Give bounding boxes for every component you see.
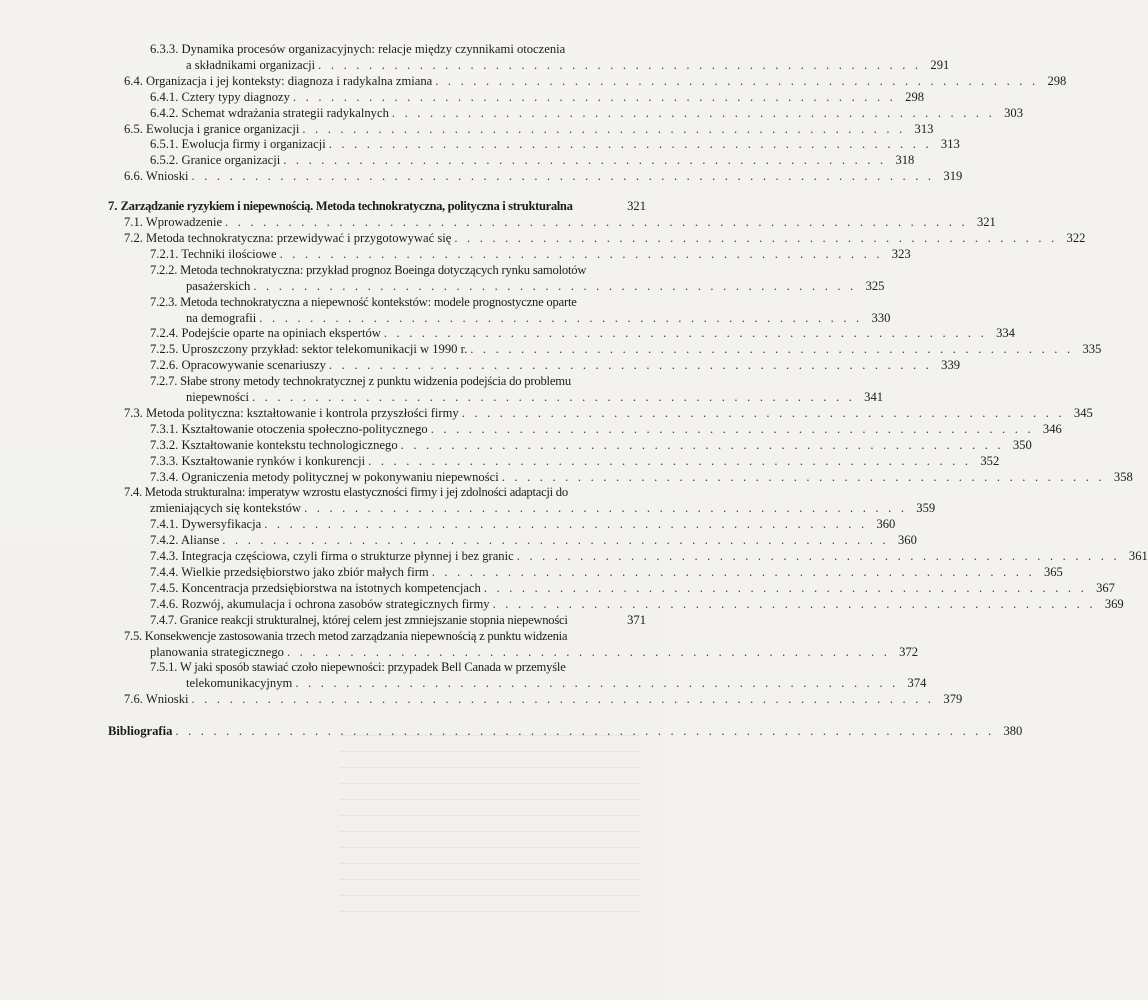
entry-title: Wnioski: [145, 169, 189, 184]
entry-title: Podejście oparte na opiniach ekspertów: [181, 326, 381, 341]
entry-number: 7.2.2.: [150, 262, 178, 277]
leader-dots: . . . . . . . . . . . . . . . . . . . . . . . . . . . . . . . . . . . . . . . . . . . . . . . .: [431, 565, 1035, 579]
entry-title-line2: niepewności: [186, 390, 249, 405]
entry-title-line2: pasażerskich: [186, 278, 251, 293]
toc-entry-7-3-3: [0, 453, 1000, 470]
toc-entry-7-1: [0, 215, 996, 231]
entry-page: 298: [1047, 73, 1067, 88]
entry-number: 7.2.1.: [150, 246, 179, 261]
leader-dots: . . . . . . . . . . . . . . . . . . . . . . . . . . . . . . . . . . . . . . . . . . . . . . . .: [279, 246, 883, 261]
entry-title-line1: Konsekwencje zastosowania trzech metod zarządzania niepewnością z punktu widzenia: [144, 628, 568, 643]
entry-number: 6.5.: [124, 121, 143, 136]
chapter-page: 321: [627, 199, 646, 214]
entry-number: 7.3.4.: [150, 469, 179, 484]
bibliography-title: Bibliografia: [108, 724, 173, 739]
entry-title: Opracowywanie scenariuszy: [181, 358, 326, 373]
toc-entry-6-6: [0, 169, 963, 185]
toc-entry-6-4: [0, 73, 1067, 90]
leader-dots: . . . . . . . . . . . . . . . . . . . . . . . . . . . . . . . . . . . . . . . . . . . . . . . .: [304, 501, 908, 516]
toc-entry-7-2-5: [0, 342, 1102, 358]
entry-page: 345: [1073, 405, 1093, 420]
entry-page: 379: [943, 692, 963, 707]
leader-dots: . . . . . . . . . . . . . . . . . . . . . . . . . . . . . . . . . . . . . . . . . . . . . . . . . . . . . . . . . . . . . . . . .: [175, 724, 995, 739]
toc-entry-6-5-2: [0, 153, 915, 169]
toc-entry-7-2-6: [0, 358, 961, 374]
leader-dots: . . . . . . . . . . . . . . . . . . . . . . . . . . . . . . . . . . . . . . . . . . . . . . . .: [400, 437, 1004, 452]
toc-entry-7-5-1: [0, 660, 927, 692]
toc-entry-7-4-2: [0, 533, 917, 549]
leader-dots: . . . . . . . . . . . . . . . . . . . . . . . . . . . . . . . . . . . . . . . . . . . . . . . .: [516, 549, 1120, 564]
entry-number: 7.4.: [124, 485, 142, 500]
leader-dots: . . . . . . . . . . . . . . . . . . . . . . . . . . . . . . . . . . . . . . . . . . . . . . . .: [454, 230, 1058, 245]
entry-number: 7.2.4.: [150, 326, 179, 341]
toc-bibliography: [0, 724, 1023, 740]
entry-page: 360: [898, 533, 917, 548]
entry-number: 7.4.4.: [150, 565, 179, 579]
toc-entry-6-3-3: [0, 42, 950, 74]
leader-dots: . . . . . . . . . . . . . . . . . . . . . . . . . . . . . . . . . . . . . . . . . . . . . . . .: [391, 105, 995, 120]
leader-dots: . . . . . . . . . . . . . . . . . . . . . . . . . . . . . . . . . . . . . . . . . . . . . . . .: [470, 342, 1074, 357]
entry-number: 7.3.2.: [150, 437, 179, 452]
entry-title-line2: na demografii: [186, 310, 257, 325]
entry-title: Metoda technokratyczna: przewidywać i przygotowywać się: [146, 230, 452, 245]
entry-page: 358: [1113, 469, 1133, 484]
chapter-title: Zarządzanie ryzykiem i niepewnością. Metoda technokratyczna, polityczna i strukturalna: [120, 199, 573, 214]
entry-title-line2: zmieniających się kontekstów: [150, 501, 302, 516]
entry-title: Ewolucja i granice organizacji: [146, 121, 300, 136]
leader-dots: . . . . . . . . . . . . . . . . . . . . . . . . . . . . . . . . . . . . . . . . . . . . . . . .: [253, 278, 857, 293]
leader-dots: . . . . . . . . . . . . . . . . . . . . . . . . . . . . . . . . . . . . . . . . . . . . . . . .: [295, 676, 899, 691]
leader-dots: . . . . . . . . . . . . . . . . . . . . . . . . . . . . . . . . . . . . . . . . . . . . . . . . . . . . . . . . . . .: [191, 692, 935, 707]
entry-title-line1: Dynamika procesów organizacyjnych: relacje między czynnikami otoczenia: [181, 42, 566, 56]
toc-entry-7-2: [0, 230, 1086, 247]
entry-title: Wprowadzenie: [145, 215, 223, 230]
entry-title: Integracja częściowa, czyli firma o strukturze płynnej i bez granic: [181, 549, 514, 564]
toc-entry-7-3: [0, 405, 1093, 422]
entry-title-line1: Metoda strukturalna: imperatyw wzrostu elastyczności firmy i jej zdolności adaptacji do: [144, 485, 568, 500]
toc-entry-7-3-2: [0, 437, 1032, 454]
toc-entry-7-6: [0, 692, 963, 708]
leader-dots: . . . . . . . . . . . . . . . . . . . . . . . . . . . . . . . . . . . . . . . . . . . . . . . .: [292, 89, 897, 104]
toc-entry-7-4-5: [0, 580, 1115, 597]
toc-entry-6-5: [0, 121, 934, 138]
entry-number: 7.3.1.: [150, 421, 179, 436]
entry-title: Schemat wdrażania strategii radykalnych: [181, 105, 389, 120]
leader-dots: . . . . . . . . . . . . . . . . . . . . . . . . . . . . . . . . . . . . . . . . . . . . . . . .: [492, 596, 1096, 611]
toc-entry-7-4-1: [0, 517, 896, 533]
toc-entry-6-4-1: [0, 89, 925, 106]
entry-title-line1: Metoda technokratyczna: przykład prognoz Boeinga dotyczących rynku samolotów: [180, 262, 587, 277]
entry-title-line2: a składnikami organizacji: [186, 57, 316, 72]
entry-number: 6.4.: [124, 73, 143, 88]
leader-dots: . . . . . . . . . . . . . . . . . . . . . . . . . . . . . . . . . . . . . . . . . . . . . . . .: [328, 137, 932, 152]
bibliography-page: 380: [1003, 724, 1023, 739]
toc-entry-7-5: [0, 628, 919, 661]
leader-dots: . . . . . . . . . . . . . . . . . . . . . . . . . . . . . . . . . . . . . . . . . . . . . . . .: [302, 121, 906, 136]
leader-dots: . . . . . . . . . . . . . . . . . . . . . . . . . . . . . . . . . . . . . . . . . . . . . . . .: [383, 326, 987, 341]
entry-title: Ograniczenia metody politycznej w pokonywaniu niepewności: [181, 469, 499, 484]
entry-page: 321: [976, 215, 996, 230]
entry-title: Wielkie przedsiębiorstwo jako zbiór małych firm: [181, 565, 429, 579]
leader-dots: . . . . . . . . . . . . . . . . . . . . . . . . . . . . . . . . . . . . . . . . . . . . . . . . . . . . . . . . . . .: [225, 215, 968, 230]
entry-title: Rozwój, akumulacja i ochrona zasobów strategicznych firmy: [181, 596, 490, 611]
leader-dots: . . . . . . . . . . . . . . . . . . . . . . . . . . . . . . . . . . . . . . . . . . . . . . . .: [501, 469, 1105, 484]
toc-entry-7-3-4: [0, 469, 1133, 486]
toc-entry-7-4-7: [0, 613, 665, 629]
leader-dots: . . . . . . . . . . . . . . . . . . . . . . . . . . . . . . . . . . . . . . . . . . . . . . . .: [283, 153, 887, 168]
entry-number: 7.4.5.: [150, 580, 179, 595]
entry-page: 341: [864, 390, 884, 405]
entry-title-line1: Metoda technokratyczna a niepewność kontekstów: modele prognostyczne oparte: [180, 294, 577, 309]
toc-entry-7-3-1: [0, 421, 1062, 438]
leader-dots: . . . . . . . . . . . . . . . . . . . . . . . . . . . . . . . . . . . . . . . . . . . . . . . . . . . . . . . . . . .: [191, 169, 935, 184]
leader-dots: . . . . . . . . . . . . . . . . . . . . . . . . . . . . . . . . . . . . . . . . . . . . . . . .: [461, 405, 1065, 420]
entry-number: 7.3.: [124, 405, 143, 420]
entry-page: 360: [876, 517, 896, 532]
toc-entry-7-4-6: [0, 596, 1124, 613]
leader-dots: . . . . . . . . . . . . . . . . . . . . . . . . . . . . . . . . . . . . . . . . . . . . . . . .: [286, 644, 891, 659]
entry-page: 346: [1042, 421, 1062, 436]
entry-title-line1: W jaki sposób stawiać czoło niepewności: przypadek Bell Canada w przemyśle: [179, 660, 566, 675]
entry-page: 374: [907, 676, 927, 691]
entry-page: 339: [941, 358, 961, 373]
entry-title: Techniki ilościowe: [181, 246, 277, 261]
leader-dots: . . . . . . . . . . . . . . . . . . . . . . . . . . . . . . . . . . . . . . . . . . . . . . . .: [259, 310, 863, 325]
entry-page: 313: [914, 121, 934, 136]
entry-number: 6.5.1.: [150, 137, 179, 152]
entry-number: 6.4.2.: [150, 105, 179, 120]
toc-entry-6-4-2: [0, 105, 1023, 122]
leader-dots: . . . . . . . . . . . . . . . . . . . . . . . . . . . . . . . . . . . . . . . . . . . . . . . .: [435, 73, 1039, 88]
entry-page: 350: [1012, 437, 1032, 452]
entry-title: Metoda polityczna: kształtowanie i kontrola przyszłości firmy: [146, 405, 459, 420]
entry-title: Uproszczony przykład: sektor telekomunikacji w 1990 r.: [181, 342, 468, 357]
toc-entry-7-2-4: [0, 326, 1015, 342]
toc-entry-7-2-7: [0, 374, 884, 406]
entry-title-line1: Słabe strony metody technokratycznej z punktu widzenia podejścia do problemu: [180, 374, 571, 389]
leader-dots: . . . . . . . . . . . . . . . . . . . . . . . . . . . . . . . . . . . . . . . . . . . . . . . . . . . . .: [222, 533, 889, 548]
entry-number: 7.4.1.: [150, 517, 179, 532]
entry-page: 318: [895, 153, 915, 168]
entry-page: 325: [865, 278, 885, 293]
entry-page: 361: [1128, 549, 1148, 564]
entry-number: 6.5.2.: [150, 153, 179, 168]
entry-page: 352: [980, 453, 1000, 468]
leader-dots: . . . . . . . . . . . . . . . . . . . . . . . . . . . . . . . . . . . . . . . . . . . . . . . .: [264, 517, 868, 532]
entry-title: Organizacja i jej konteksty: diagnoza i radykalna zmiana: [146, 73, 433, 88]
entry-page: 371: [627, 612, 646, 627]
entry-title: Granice reakcji strukturalnej, której celem jest zmniejszanie stopnia niepewności: [179, 612, 568, 627]
entry-page: 369: [1104, 596, 1124, 611]
entry-page: 303: [1004, 105, 1023, 120]
toc-entry-7-4: [0, 485, 936, 517]
entry-number: 7.2.6.: [150, 358, 179, 373]
toc-entry-7-2-2: [0, 262, 885, 295]
entry-title: Ewolucja firmy i organizacji: [181, 137, 326, 152]
entry-page: 322: [1066, 230, 1086, 245]
entry-title: Kształtowanie otoczenia społeczno-politycznego: [181, 421, 428, 436]
toc-chapter-7: [0, 199, 665, 215]
entry-number: 7.1.: [124, 215, 143, 230]
leader-dots: . . . . . . . . . . . . . . . . . . . . . . . . . . . . . . . . . . . . . . . . . . . . . . . .: [328, 358, 933, 373]
entry-title: Koncentracja przedsiębiorstwa na istotnych kompetencjach: [181, 580, 481, 595]
entry-number: 7.5.1.: [150, 660, 178, 675]
entry-title: Wnioski: [145, 692, 189, 707]
entry-title: Cztery typy diagnozy: [181, 89, 290, 104]
entry-page: 323: [891, 246, 911, 261]
entry-number: 6.3.3.: [150, 42, 179, 56]
entry-number: 7.4.7.: [150, 612, 177, 627]
bleed-through-shadow: [340, 735, 640, 915]
entry-number: 7.5.: [124, 628, 142, 643]
entry-title: Dywersyfikacja: [181, 517, 262, 532]
entry-page: 319: [943, 169, 963, 184]
entry-number: 7.2.3.: [150, 294, 178, 309]
entry-page: 372: [899, 644, 919, 659]
entry-page: 298: [905, 89, 925, 104]
leader-dots: . . . . . . . . . . . . . . . . . . . . . . . . . . . . . . . . . . . . . . . . . . . . . . . .: [251, 390, 856, 405]
entry-page: 367: [1096, 580, 1115, 595]
leader-dots: . . . . . . . . . . . . . . . . . . . . . . . . . . . . . . . . . . . . . . . . . . . . . . . .: [483, 580, 1087, 595]
entry-number: 7.6.: [124, 692, 143, 707]
leader-dots: . . . . . . . . . . . . . . . . . . . . . . . . . . . . . . . . . . . . . . . . . . . . . . . .: [430, 421, 1034, 436]
entry-page: 365: [1043, 565, 1063, 579]
toc-entry-7-4-4: [0, 565, 1063, 581]
entry-number: 7.4.2.: [150, 533, 179, 548]
entry-number: 6.6.: [124, 169, 143, 184]
entry-page: 313: [940, 137, 960, 152]
entry-page: 335: [1082, 342, 1102, 357]
entry-title: Kształtowanie kontekstu technologicznego: [181, 437, 398, 452]
entry-title-line2: telekomunikacyjnym: [186, 676, 293, 691]
entry-page: 330: [871, 310, 891, 325]
entry-title-line2: planowania strategicznego: [150, 644, 284, 659]
entry-number: 6.4.1.: [150, 89, 179, 104]
entry-number: 7.2.5.: [150, 342, 179, 357]
entry-title: Granice organizacji: [181, 153, 281, 168]
table-of-contents: [0, 42, 1148, 740]
toc-entry-7-2-3: [0, 294, 891, 327]
leader-dots: . . . . . . . . . . . . . . . . . . . . . . . . . . . . . . . . . . . . . . . . . . . . . . . .: [368, 453, 972, 468]
toc-entry-7-2-1: [0, 246, 911, 263]
toc-entry-7-4-3: [0, 549, 1148, 565]
entry-number: 7.3.3.: [150, 453, 179, 468]
toc-entry-6-5-1: [0, 137, 960, 153]
entry-page: 334: [996, 326, 1015, 341]
entry-title: Alianse: [180, 533, 220, 548]
entry-number: 7.2.7.: [150, 374, 178, 389]
chapter-number: 7.: [108, 199, 118, 214]
entry-number: 7.2.: [124, 230, 143, 245]
entry-title: Kształtowanie rynków i konkurencji: [181, 453, 366, 468]
entry-number: 7.4.3.: [150, 549, 179, 564]
entry-number: 7.4.6.: [150, 596, 179, 611]
leader-dots: . . . . . . . . . . . . . . . . . . . . . . . . . . . . . . . . . . . . . . . . . . . . . . . .: [318, 57, 922, 72]
entry-page: 359: [916, 501, 936, 516]
entry-page: 291: [930, 57, 950, 72]
